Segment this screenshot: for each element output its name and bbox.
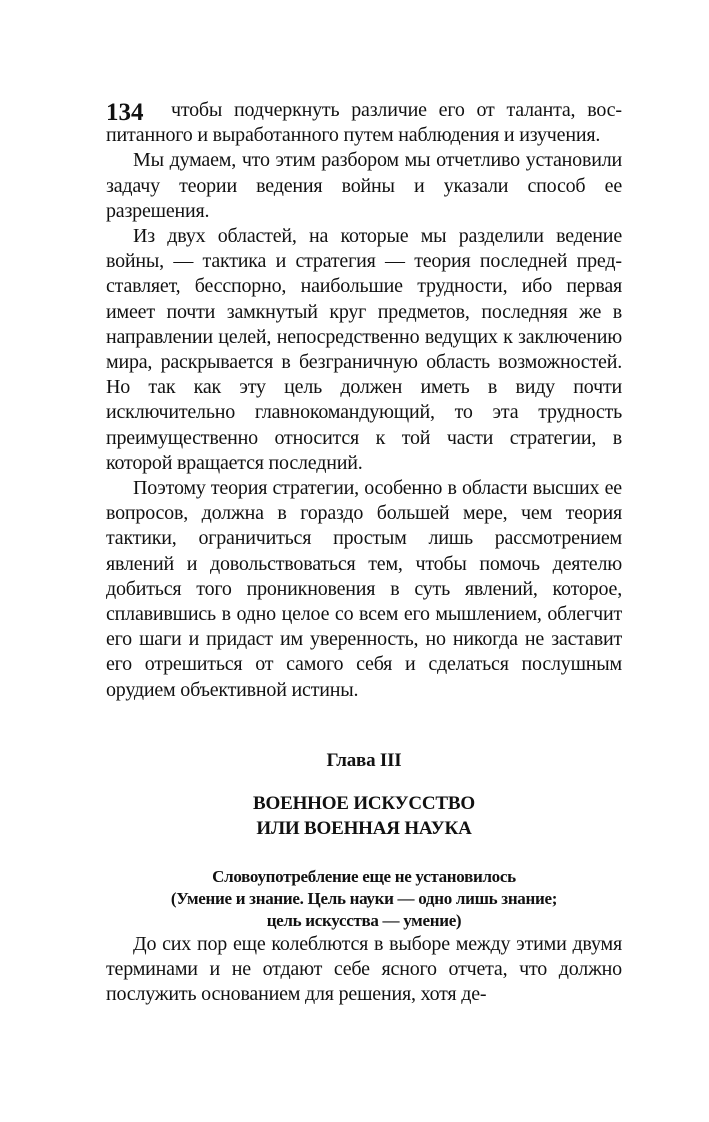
chapter-summary-line-1: Словоупотребление еще не установилось — [212, 866, 516, 886]
page-content — [106, 98, 622, 1007]
chapter-title-line-2: ИЛИ ВОЕННАЯ НАУКА — [256, 817, 472, 839]
paragraph-5: До сих пор еще колеблются в выборе между этими двумя терминами и не отдают себе ясного отчета, что должно послужить основанием для решения, хотя де- — [106, 932, 622, 1006]
chapter-title — [106, 791, 622, 841]
paragraph-1: чтобы подчеркнуть различие его от таланта, воспитанного и выработанного путем наблюдения и изучения. — [106, 99, 622, 147]
chapter-summary-line-3: цель искусства — умение) — [266, 910, 462, 930]
chapter-summary-line-2: (Умение и знание. Цель науки — одно лишь знание; — [170, 888, 558, 908]
chapter-label: Глава III — [326, 749, 402, 771]
page-number: 134 — [106, 99, 144, 126]
paragraph-4: Поэтому теория стратегии, особенно в области высших ее вопросов, должна в гораздо большей мере, чем теория тактики, ограничиться простым лишь рассмотрением явлений и довольствоваться тем, чтобы помочь деятелю добиться того проникновения в суть явлений, которое, сплавившись в одно целое со всем его мышлением, облегчит его шаги и придаст им уверенность, но никогда не заставит его отрешиться от самого себя и сделаться послушным орудием объективной истины. — [106, 477, 622, 701]
chapter-summary — [106, 866, 622, 932]
chapter-title-line-1: ВОЕННОЕ ИСКУССТВО — [253, 792, 475, 814]
paragraph-2: Мы думаем, что этим разбором мы отчетливо установили задачу теории ведения войны и указали способ ее разрешения. — [106, 149, 622, 222]
paragraph-3: Из двух областей, на которые мы разделили ведение войны, — тактика и стратегия — теория последней представляет, бесспорно, наибольшие трудности, ибо первая имеет почти замкнутый круг предметов, последняя же в направлении целей, непосредственно ведущих к заключению мира, раскрывается в безграничную область возможностей. Но так как эту цель должен иметь в виду почти исключительно главнокомандующий, то эта трудность преимущественно относится к той части стратегии, в которой вращается последний. — [106, 225, 622, 474]
first-paragraph-wrap — [106, 98, 622, 148]
